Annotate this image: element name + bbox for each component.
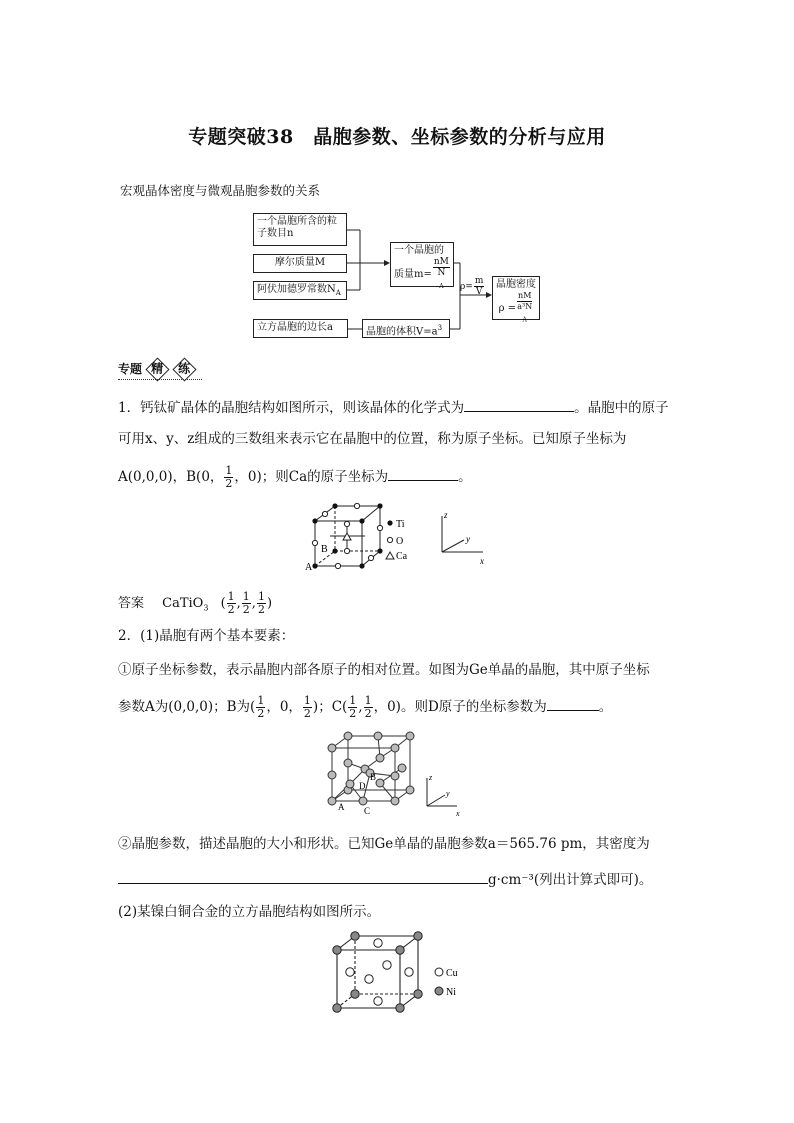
q1-line3-c: 。 (458, 469, 472, 485)
q1-frac-den: 2 (225, 477, 233, 490)
q2-legend-cu-dot (435, 968, 443, 976)
flow-box-density-line1: 晶胞密度 (496, 279, 536, 290)
q1-blank-coord (388, 466, 458, 481)
q1-axis-z: z (444, 510, 448, 520)
flow-density-num: nM (518, 291, 532, 300)
flow-arrow-fraction (474, 276, 485, 297)
flow-box-cell-mass (390, 242, 454, 290)
q1-line3-b: ，0)；则Ca的原子坐标为 (234, 469, 389, 485)
flow-arrow-den: V (475, 287, 483, 297)
q2-axis-y: y (446, 789, 450, 798)
q2-ge-cell-figure (320, 728, 470, 818)
section-tag-part1: 专题 (118, 362, 143, 376)
q1-line3 (118, 465, 472, 490)
q2-p2-b: ，0， (266, 699, 302, 715)
flow-density-den: a³N (517, 302, 533, 311)
flow-box-particles-text: 一个晶胞所含的粒子数目n (257, 216, 337, 239)
flow-box-density-rho: ρ = (498, 302, 517, 314)
flow-box-molar-mass-text: 摩尔质量M (274, 257, 326, 268)
q2-p2: 参数A为(0,0,0)；B为( $\frac{1}{2}$ ，0， $\frac{1}{2}$ )；C( $\frac{1}{2}$ , $\frac{1}{2}$ ，0)。则D原子的坐标参数为 。 (118, 694, 613, 720)
flow-mass-num: nM (433, 257, 449, 267)
q1-blank-formula (464, 397, 574, 412)
q1-answer-label: 答案 (118, 596, 145, 611)
flow-box-particles (253, 213, 347, 246)
q2-p2-e: 。 (598, 699, 613, 715)
flow-box-cell-mass-line1: 一个晶胞的 (394, 245, 444, 256)
flow-box-cell-mass-line2: 质量m= (394, 268, 432, 280)
q2-axis-z: z (429, 773, 433, 782)
q1-line1-end: 。晶胞中的原子 (574, 400, 669, 416)
flow-box-volume-text: 晶胞的体积V=a (366, 326, 438, 338)
flow-box-density (492, 276, 540, 324)
q2-head: 2．(1)晶胞有两个基本要素： (118, 628, 295, 644)
q1-frac-num: 1 (225, 464, 233, 477)
flow-box-molar-mass (253, 254, 347, 273)
q2-p1: ①原子坐标参数，表示晶胞内部各原子的相对位置。如图为Ge单晶的晶胞，其中原子坐标 (118, 662, 650, 678)
flow-mass-fraction: nM N $_A$ (433, 257, 449, 290)
q1-line3-a: A(0,0,0)，B(0， (118, 469, 224, 485)
q1-legend-ti-dot (387, 520, 392, 525)
section-rule (118, 379, 202, 380)
q1-legend-o-dot (387, 537, 392, 542)
q2-p3: ②晶胞参数，描述晶胞的大小和形状。已知Ge单晶的晶胞参数a＝565.76 pm，其密度为 (118, 836, 650, 852)
flow-arrow-lhs: ρ= (460, 282, 473, 292)
flow-arrow-num: m (474, 276, 484, 286)
q2-label-a: A (338, 802, 345, 812)
q1-line1-text: 1．钙钛矿晶体的晶胞结构如图所示，则该晶体的化学式为 (118, 400, 465, 416)
q2-frac-c2: $\frac{1}{2}$ (364, 694, 372, 720)
flow-arrow-label (460, 276, 485, 297)
section-tag-part3: 练 (178, 361, 191, 376)
page-title: 专题突破38 晶胞参数、坐标参数的分析与应用 (188, 126, 606, 148)
q2-legend-cu: Cu (446, 968, 458, 979)
q1-legend-o: O (396, 536, 404, 547)
q2-p4-text: g·cm⁻³(列出计算式即可)。 (488, 872, 653, 888)
q2-frac-b1: $\frac{1}{2}$ (257, 694, 265, 720)
flow-box-edge-text: 立方晶胞的边长a (257, 322, 333, 333)
q1-label-b: B (321, 544, 328, 555)
q1-answer-frac1: $\frac{1}{2}$ (227, 590, 235, 616)
section-subtitle: 宏观晶体密度与微观晶胞参数的关系 (120, 183, 321, 198)
section-tag (118, 360, 196, 378)
q1-answer-sub: 3 (203, 603, 209, 613)
q1-line2: 可用x、y、z组成的三数组来表示它在晶胞中的位置，称为原子坐标。已知原子坐标为 (118, 431, 627, 447)
q1-axis-y: y (466, 534, 470, 544)
q2-legend-ni-dot (435, 987, 443, 995)
flow-box-avogadro-sub: A (335, 289, 341, 297)
flow-box-volume (362, 319, 450, 338)
flow-box-edge (253, 319, 348, 338)
q2-p2-d: ，0)。则D原子的坐标参数为 (373, 699, 547, 715)
q1-legend-ca: Ca (396, 551, 408, 562)
flow-box-volume-sup: 3 (437, 324, 443, 332)
flow-box-avogadro (253, 281, 347, 300)
q1-axis-x: x (480, 556, 484, 566)
q2-p5: (2)某镍白铜合金的立方晶胞结构如图所示。 (118, 904, 381, 920)
q1-answer: 答案 CaTiO$_3$ ( $\frac{1}{2}$ , $\frac{1}{2}$ , $\frac{1}{2}$ ) (118, 590, 273, 616)
q1-legend-ti: Ti (396, 519, 405, 530)
q1-answer-frac2: $\frac{1}{2}$ (242, 590, 250, 616)
section-tag-part2: 精 (151, 361, 164, 376)
flow-diagram (250, 210, 550, 340)
q2-frac-b2: $\frac{1}{2}$ (303, 694, 311, 720)
q1-label-a: A (305, 562, 313, 573)
q2-legend-ni: Ni (446, 987, 456, 998)
q1-line1 (118, 397, 669, 418)
q1-answer-formula: CaTiO (162, 596, 204, 611)
q2-p2-a: 参数A为(0,0,0)；B为( (118, 699, 256, 715)
q2-frac-c1: $\frac{1}{2}$ (349, 694, 357, 720)
q2-cuni-cell-figure (325, 928, 465, 1018)
flow-mass-den: N (437, 268, 446, 278)
q1-cell-figure (300, 496, 500, 576)
q1-fraction (224, 465, 233, 490)
q2-axis-x: x (456, 809, 460, 818)
flow-density-fraction: nM a³N $_A$ (517, 291, 533, 324)
q1-legend-ca-tri (386, 552, 394, 559)
q1-answer-frac3: $\frac{1}{2}$ (257, 590, 265, 616)
flow-box-avogadro-text: 阿伏加德罗常数N (257, 284, 336, 295)
q2-label-c: C (364, 806, 371, 816)
q2-blank-density (118, 869, 488, 884)
section-tag-box2 (173, 357, 197, 381)
q2-blank-d (547, 696, 599, 711)
q2-p4 (118, 869, 652, 890)
q2-p2-c: )；C( (312, 699, 348, 715)
section-tag-box1 (146, 357, 170, 381)
q2-label-d: D (359, 781, 366, 791)
q2-label-b: B (370, 772, 377, 782)
